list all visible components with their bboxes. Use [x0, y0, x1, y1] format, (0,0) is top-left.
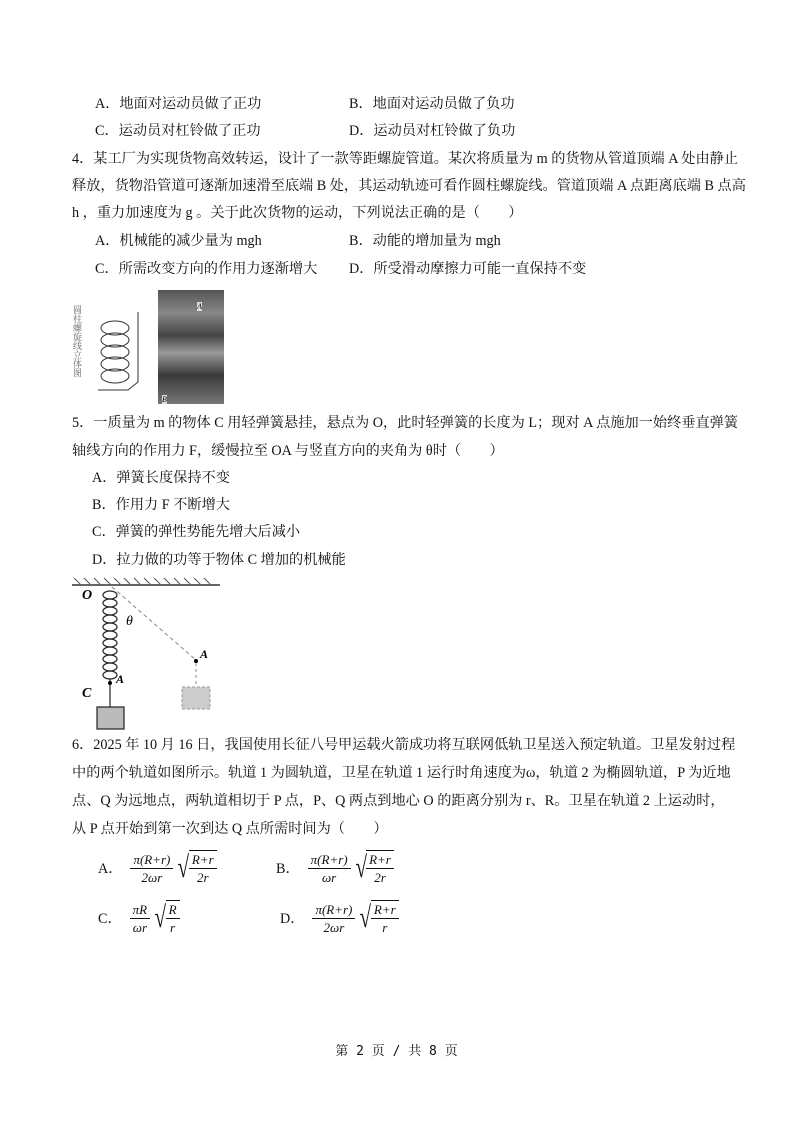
sqrt: √ $\frac{R+r}{2r}$	[353, 850, 394, 886]
spring	[103, 591, 117, 679]
q4-figure-photo	[158, 290, 224, 404]
q4-option-a: A．机械能的减少量为 mgh	[95, 233, 262, 249]
helix-drawing	[70, 300, 150, 400]
q5-option-b: B．作用力 F 不断增大	[92, 497, 230, 513]
numerator: π(R+r)	[308, 851, 351, 869]
fraction	[130, 901, 150, 936]
q6-option-d	[280, 900, 399, 936]
page-footer: 第 2 页 / 共 8 页	[335, 1044, 458, 1059]
numerator: πR	[130, 901, 150, 919]
q4-stem-line-2: 释放，货物沿管道可逐渐加速滑至底端 B 处，其运动轨迹可看作圆柱螺旋线。管道顶端 A 点距离底端 B 点高	[72, 178, 746, 194]
radicand-denominator: r	[382, 920, 388, 935]
q4-option-c: C．所需改变方向的作用力逐渐增大	[95, 261, 318, 277]
q3-option-a: A．地面对运动员做了正功	[95, 96, 262, 112]
q5-stem-line-1: 5．一质量为 m 的物体 C 用轻弹簧悬挂，悬点为 O，此时轻弹簧的长度为 L；现对 A 点施加一始终垂直弹簧	[72, 415, 739, 431]
sqrt: √ $\frac{R}{r}$	[152, 900, 179, 936]
fraction	[130, 851, 173, 886]
denominator: ωr	[322, 869, 337, 885]
option-label: C．	[98, 911, 122, 927]
q3-option-c: C．运动员对杠铃做了正功	[95, 123, 261, 139]
photo-label-a: A	[197, 302, 202, 311]
fraction	[308, 851, 351, 886]
q5-option-a: A．弹簧长度保持不变	[92, 470, 230, 486]
denominator: ωr	[132, 919, 148, 935]
q4-stem-line-1: 4．某工厂为实现货物高效转运，设计了一款等距螺旋管道。某次将质量为 m 的货物从管道顶端 A 处由静止	[72, 151, 739, 167]
denominator: 2ωr	[141, 869, 163, 885]
helix-caption: 圆柱螺旋线立体图	[72, 305, 82, 377]
numerator: π(R+r)	[130, 851, 173, 869]
label-theta: θ	[126, 614, 133, 629]
radicand-numerator: R+r	[371, 901, 399, 919]
q5-option-d: D．拉力做的功等于物体 C 增加的机械能	[92, 552, 346, 568]
option-label: B．	[276, 861, 300, 877]
option-label: D．	[280, 911, 305, 927]
q4-stem-line-3: h ，重力加速度为 g 。关于此次货物的运动，下列说法正确的是（ ）	[72, 205, 523, 221]
q6-stem-line-3: 点、Q 为远地点，两轨道相切于 P 点，P、Q 两点到地心 O 的距离分别为 r、R。卫星在轨道 2 上运动时，	[72, 793, 725, 809]
radicand-denominator: 2r	[374, 870, 386, 885]
q6-option-b	[276, 850, 394, 886]
fraction	[312, 901, 355, 936]
q6-option-c	[98, 900, 180, 936]
q6-stem-line-2: 中的两个轨道如图所示。轨道 1 为圆轨道，卫星在轨道 1 运行时角速度为ω，轨道 2 为椭圆轨道，P 为近地	[72, 765, 731, 781]
q3-option-d: D．运动员对杠铃做了负功	[349, 123, 516, 139]
label-c: C	[82, 686, 92, 701]
block-c	[97, 707, 124, 729]
radicand-numerator: R+r	[189, 851, 217, 869]
q4-option-d: D．所受滑动摩擦力可能一直保持不变	[349, 261, 587, 277]
q3-option-b: B．地面对运动员做了负功	[349, 96, 515, 112]
sqrt: √ $\frac{R+r}{r}$	[357, 900, 398, 936]
q5-stem-line-2: 轴线方向的作用力 F，缓慢拉至 OA 与竖直方向的夹角为 θ时（ ）	[72, 443, 504, 459]
option-label: A．	[98, 861, 123, 877]
q5-spring-figure	[70, 575, 230, 735]
numerator: π(R+r)	[312, 901, 355, 919]
denominator: 2ωr	[323, 919, 345, 935]
label-o: O	[82, 588, 93, 603]
radicand-numerator: R+r	[366, 851, 394, 869]
radicand-numerator: R	[166, 901, 180, 919]
block-ghost	[182, 687, 210, 709]
q6-stem-line-1: 6．2025 年 10 月 16 日，我国使用长征八号甲运载火箭成功将互联网低轨卫星送入预定轨道。卫星发射过程	[72, 737, 736, 753]
radicand-denominator: r	[170, 920, 176, 935]
q4-option-b: B．动能的增加量为 mgh	[349, 233, 501, 249]
label-a: A	[116, 672, 125, 686]
sqrt: √ $\frac{R+r}{2r}$	[175, 850, 216, 886]
q6-stem-line-4: 从 P 点开始到第一次到达 Q 点所需时间为（ ）	[72, 821, 388, 837]
radicand-denominator: 2r	[196, 870, 209, 885]
q5-option-c: C．弹簧的弹性势能先增大后减小	[92, 524, 301, 540]
label-a-moved: A	[200, 647, 209, 661]
q4-figure-helix	[70, 300, 150, 400]
photo-label-b: B	[162, 395, 167, 404]
q6-option-a	[98, 850, 217, 886]
